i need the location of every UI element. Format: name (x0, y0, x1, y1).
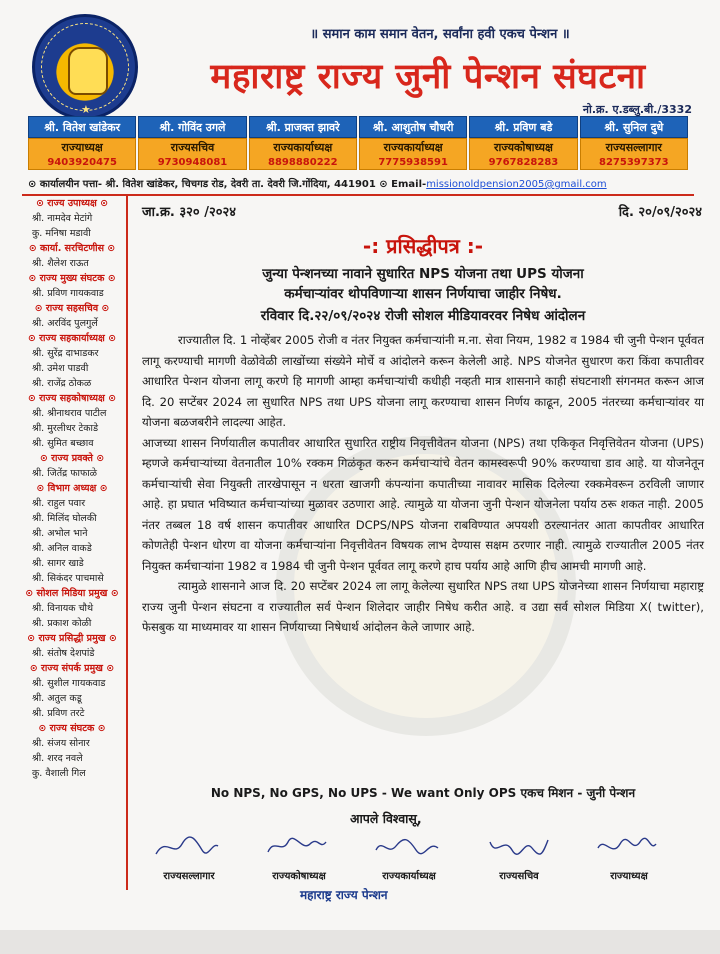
letterhead (20, 8, 710, 116)
committee-heading: ⊙ सोशल मिडिया प्रमुख ⊙ (25, 588, 119, 599)
signature-block (584, 832, 674, 884)
subject-line: जुन्या पेन्शनच्या नावाने सुधारित NPS योजना तथा UPS योजना (262, 266, 584, 282)
officer-role: राज्याध्यक्ष (61, 141, 103, 154)
org-title: महाराष्ट्र राज्य जुनी पेन्शन संघटना (210, 57, 646, 97)
committee-member: श्री. अरविंद पुलगुर्ले (32, 318, 98, 329)
organization-stamp: महाराष्ट्र राज्य पेन्शन (300, 888, 388, 902)
signature-icon (372, 832, 442, 862)
registration-number: नो.क्र. ए.डब्लु.बी./3332 (582, 103, 692, 116)
officer-role: राज्यकार्याध्यक्ष (383, 141, 443, 154)
officer-card (28, 116, 136, 172)
officer-role: राज्यकोषाध्यक्ष (494, 141, 553, 154)
header-slogan: ॥ समान काम समान वेतन, सर्वांना हवी एकच पेन्शन ॥ (310, 27, 570, 42)
officer-card (359, 116, 467, 172)
committee-heading: ⊙ राज्य मुख्य संघटक ⊙ (28, 273, 116, 284)
subject-line: रविवार दि.२२/०९/२०२४ रोजी सोशल मीडियावरवर निषेध आंदोलन (260, 308, 586, 324)
committee-member: श्री. सुमित बच्छाव (32, 438, 94, 449)
officer-name: श्री. प्राजक्त झावरे (249, 116, 357, 138)
committee-member: श्री. विनायक चौथे (32, 603, 94, 614)
signature-label: राज्यसल्लागार (163, 871, 215, 882)
committee-member: श्री. उमेश पाडवी (32, 363, 89, 374)
closing-regards: आपले विश्वासू, (350, 811, 422, 826)
committee-member: श्री. नामदेव मेटांगे (32, 213, 93, 224)
letter-body (142, 330, 704, 638)
officer-name: श्री. प्रविण बडे (469, 116, 577, 138)
press-release (136, 196, 710, 896)
committee-member: श्री. राहुल पवार (32, 498, 86, 509)
committee-member: श्री. अतुल कडू (32, 693, 82, 704)
officer-phone: 8275397373 (599, 157, 669, 168)
officer-name: श्री. आशुतोष चौधरी (359, 116, 467, 138)
officer-card (138, 116, 246, 172)
committee-member: श्री. सुशील गायकवाड (32, 678, 106, 689)
committee-heading: ⊙ विभाग अध्यक्ष ⊙ (36, 483, 108, 494)
subject-line: कर्मचाऱ्यांवर थोपविणाऱ्या शासन निर्णयाचा जाहीर निषेध. (284, 286, 562, 302)
officer-name: श्री. वितेश खांडेकर (28, 116, 136, 138)
body-paragraph: त्यामुळे शासनाने आज दि. 20 सप्टेंबर 2024 ला लागू केलेल्या सुधारित NPS तथा UPS योजनेच्या शासन निर्णयाचा महाराष्ट्र राज्य जुनी पेन्शन संघटना व राज्यातील सर्व पेन्शन शिलेदार जाहीर निषेध करीत आहे. व उद्या सर्व सोशल मिडिया X( twitter), फेसबुक या माध्यमावर या शासन निर्णयाच्या निषेधार्थ आंदोलन केले जाणार आहे. (142, 579, 704, 634)
officer-role: राज्यकार्याध्यक्ष (273, 141, 333, 154)
body-paragraph: राज्यातील दि. 1 नोव्हेंबर 2005 रोजी व नंतर नियुक्त कर्मचाऱ्यांनी म.ना. सेवा नियम, 1982 व 1984 ची जुनी पेन्शन पूर्ववत लागू करण्याची मागणी वेळोवेळी लाखोंच्या संख्येने मोर्चे व आंदोलने करून केलेली आहे. NPS योजनेत सुधारण करा किंवा कपातीवर आधारित पेन्शन योजना लागू करणे हि मागणी आम्हा कर्मचाऱ्यांची कधीही नव्हती मात्र शासनाने काही संघटनाशी संगनमत करून आज दि. 20 सप्टेंबर 2024 ला सुधारित NPS तथा UPS योजना लागू करण्याचा शासन निर्णय काढून, 2005 नंतरच्या कर्मचाऱ्यांवर या योजना बळजबरीने लादल्या आहेत. (142, 333, 704, 429)
letter-date: दि. २०/०९/२०२४ (618, 205, 702, 220)
committee-member: श्री. जितेंद्र फाफाळे (32, 468, 98, 479)
committee-member: श्री. सिकंदर पाचमासे (32, 573, 104, 584)
committee-heading: ⊙ राज्य सहकोषाध्यक्ष ⊙ (27, 393, 117, 404)
signature-block (144, 832, 234, 884)
officer-phone: 9403920475 (47, 157, 117, 168)
committee-heading: ⊙ राज्य उपाध्यक्ष ⊙ (35, 198, 109, 209)
committee-member: कु. वैशाली गिल (32, 768, 86, 779)
officer-phone: 7775938591 (378, 157, 448, 168)
signature-label: राज्यकार्याध्यक्ष (382, 871, 436, 882)
officer-card (249, 116, 357, 172)
signature-label: राज्याध्यक्ष (610, 871, 648, 882)
signature-block (254, 832, 344, 884)
committee-member: श्री. सुरेंद्र दाभाडकर (32, 348, 99, 359)
committee-member: श्री. मुरलीधर टेकाडे (32, 423, 99, 434)
signature-block (474, 832, 564, 884)
signature-block (364, 832, 454, 884)
press-title: -: प्रसिद्धीपत्र :- (362, 234, 484, 258)
officer-phone: 9767828283 (488, 157, 559, 168)
office-address (28, 176, 690, 194)
signature-icon (482, 832, 552, 862)
officer-phone: 9730948081 (157, 157, 228, 168)
officer-role: राज्यसचिव (170, 141, 215, 154)
officer-card (469, 116, 577, 172)
fist-logo-icon (32, 14, 138, 120)
committee-sidebar (18, 196, 128, 890)
committee-heading: ⊙ राज्य प्रसिद्धी प्रमुख ⊙ (27, 633, 117, 644)
signature-icon (592, 832, 662, 862)
officer-card (580, 116, 688, 172)
reference-number: जा.क्र. ३२० /२०२४ (142, 205, 236, 220)
committee-member: श्री. अभोल भाने (32, 528, 88, 539)
officer-strip (28, 116, 688, 172)
signature-icon (152, 832, 222, 862)
signature-row (144, 832, 704, 884)
committee-member: श्री. मिलिंद घोलकी (32, 513, 97, 524)
signature-icon (262, 832, 332, 862)
committee-heading: ⊙ राज्य संपर्क प्रमुख ⊙ (29, 663, 115, 674)
officer-name: श्री. गोविंद उगले (138, 116, 246, 138)
committee-member: श्री. राजेंद्र ठोकळ (32, 378, 92, 389)
officer-phone: 8898880222 (268, 157, 338, 168)
committee-member: श्री. अनिल वाकडे (32, 543, 92, 554)
committee-member: श्री. प्रविण तरटे (32, 708, 85, 719)
address-text: ⊙ कार्यालयीन पत्ता- श्री. वितेश खांडेकर, चिचगड रोड, देवरी ता. देवरी जि.गोंदिया, 441901 ⊙ Email- (28, 179, 427, 190)
committee-member: श्री. संतोष देशपांडे (32, 648, 95, 659)
committee-heading: ⊙ राज्य संघटक ⊙ (38, 723, 106, 734)
signature-label: राज्यसचिव (499, 871, 539, 882)
committee-member: श्री. संजय सोनार (32, 738, 90, 749)
closing-slogan: No NPS, No GPS, No UPS - We want Only OPS एकच मिशन - जुनी पेन्शन (210, 786, 636, 800)
signature-label: राज्यकोषाध्यक्ष (272, 871, 326, 882)
committee-member: श्री. प्रविण गायकवाड (32, 288, 104, 299)
body-paragraph: आजच्या शासन निर्णयातील कपातीवर आधारित सुधारित राष्ट्रीय निवृत्तीवेतन योजना (NPS) तथा एकिकृत निवृत्तिवेतन योजना (UPS) म्हणजे कर्मचाऱ्यांच्या वेतनातील 10% रक्कम गिळंकृत करुन कर्मचाऱ्यांचे वेतन कामस्वरूपी 90% करण्याचा डाव आहे. या योजनेतून कर्मचाऱ्यांची सेवा नियुक्ती तारखेपासून न धरता खाजगी कंपन्यांना कपातीच्या नावावर मासिक दिलेल्या रक्कमेवरून ठरविली जाणार आहे. हा प्रघात भविष्यात कर्मचाऱ्यांच्या मुळावर उठणारा आहे. त्यामुळे या योजना जुनी पेन्शन योजनेला पर्याय ठरू शकत नाही. 2005 नंतर तब्बल 18 वर्ष शासन कपातीवर आधारित DCPS/NPS योजना राबविण्यात अपयशी ठरल्यानंतर आता कापतीवर आधारित कोणतेही पेन्शन धोरण वा योजना कर्मचाऱ्यांना निवृत्तीवेतन विषयक लाभ देण्यास सक्षम ठरणार नाही. त्यामुळे राज्यातील 2005 नंतर नियुक्त कर्मचाऱ्यांना 1982 व 1984 ची जुनी पेन्शन पूर्ववत लागू करणे हाच पर्याय आहे आणि हीच आमची मागणी आहे. (142, 435, 704, 573)
email-link[interactable]: missionoldpension2005@gmail.com (426, 179, 607, 190)
committee-heading: ⊙ कार्या. सरचिटणीस ⊙ (28, 243, 116, 254)
officer-role: राज्यसल्लागार (605, 141, 662, 154)
star-icon: ★ (81, 103, 91, 116)
committee-member: श्री. सागर खाडे (32, 558, 84, 569)
committee-member: कु. मनिषा मडावी (32, 228, 91, 239)
committee-heading: ⊙ राज्य प्रवक्ते ⊙ (39, 453, 105, 464)
committee-member: श्री. प्रकाश कोळी (32, 618, 92, 629)
committee-member: श्री. शरद नवले (32, 753, 83, 764)
committee-heading: ⊙ राज्य सहकार्याध्यक्ष ⊙ (27, 333, 117, 344)
committee-member: श्री. श्रीनाथराव पाटील (32, 408, 107, 419)
officer-name: श्री. सुनिल दुधे (580, 116, 688, 138)
committee-member: श्री. शैलेश राऊत (32, 258, 89, 269)
page-bottom-band (0, 930, 720, 954)
committee-heading: ⊙ राज्य सहसचिव ⊙ (34, 303, 110, 314)
